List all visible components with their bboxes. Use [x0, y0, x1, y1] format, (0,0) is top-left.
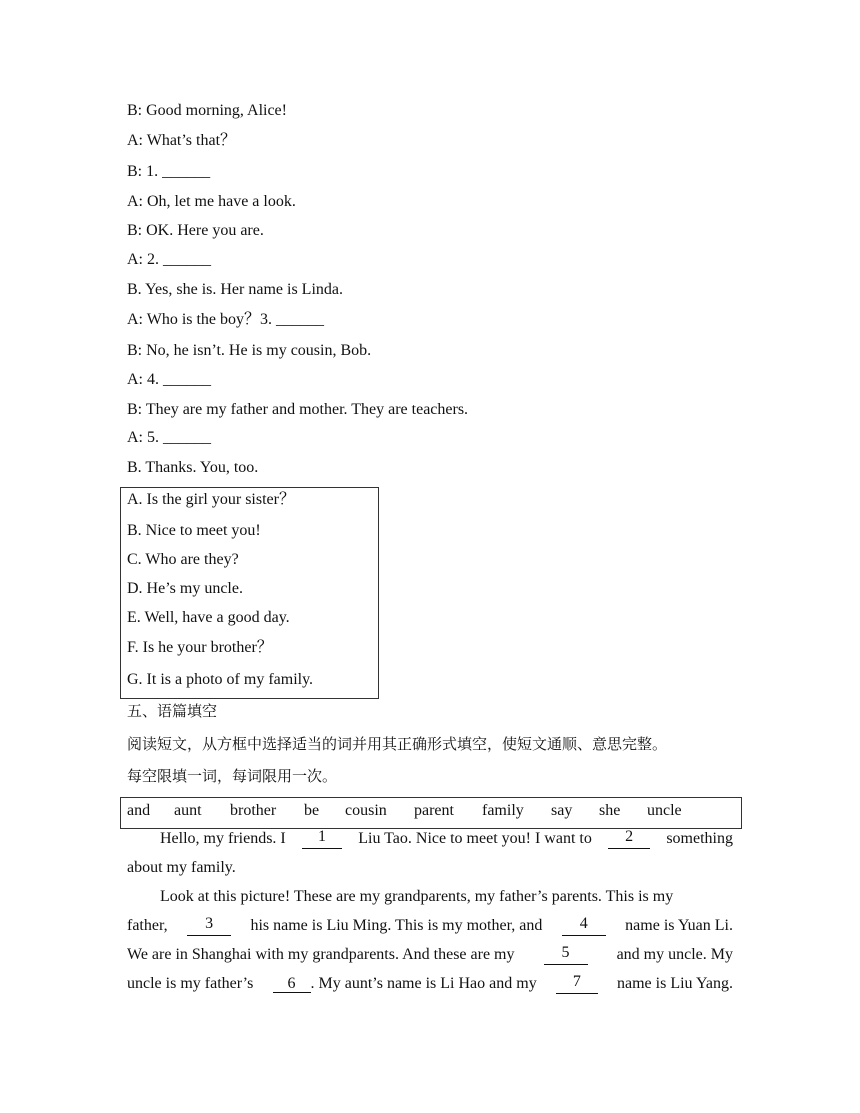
passage-line [160, 829, 733, 849]
passage-segment [273, 974, 537, 994]
option-item: G. It is a photo of my family. [127, 671, 314, 688]
section-instruction: 每空限填一词，每词限用一次。 [127, 767, 338, 785]
dialogue-line: A: What’s that？ [127, 132, 237, 149]
blank-4: 4 [562, 916, 606, 936]
word-bank-item: cousin [345, 802, 387, 819]
dialogue-line: B: No, he isn’t. He is my cousin, Bob. [127, 342, 372, 359]
option-item: E. Well, have a good day. [127, 609, 290, 626]
dialogue-line: A: Who is the boy？3. ______ [127, 311, 325, 328]
passage-line [160, 887, 733, 907]
word-bank-item: say [551, 802, 573, 819]
option-item: D. He’s my uncle. [127, 580, 243, 597]
passage-text: something [666, 830, 733, 847]
dialogue-line: B: 1. ______ [127, 163, 211, 180]
passage-line: about my family. [127, 859, 236, 876]
options-box [120, 487, 379, 699]
dialogue-line: A: Oh, let me have a look. [127, 193, 296, 210]
passage-text: his name is Liu Ming. This is my mother, and [250, 917, 543, 934]
blank-3: 3 [187, 916, 231, 936]
dialogue-line: B: OK. Here you are. [127, 222, 264, 239]
option-item: B. Nice to meet you! [127, 522, 261, 539]
word-bank-item: aunt [174, 802, 202, 819]
passage-text: . My aunt’s name is Li Hao and my [310, 975, 537, 992]
word-bank-item: brother [230, 802, 277, 819]
passage-line [127, 916, 733, 936]
word-bank-box [120, 797, 742, 829]
passage-text: name is Yuan Li. [625, 917, 733, 934]
passage-text: Look at this picture! These are my grandparents, my father’s parents. This is my [160, 888, 674, 905]
dialogue-line: A: 2. ______ [127, 251, 211, 268]
word-bank-item: and [127, 802, 151, 819]
dialogue-line: A: 4. ______ [127, 371, 211, 388]
option-item: A. Is the girl your sister？ [127, 491, 295, 508]
blank-6: 6 [273, 976, 311, 993]
passage-text: Hello, my friends. I [160, 830, 286, 847]
passage-text: father, [127, 917, 168, 934]
blank-1: 1 [302, 829, 342, 849]
word-bank-item: parent [414, 802, 454, 819]
option-item: C. Who are they? [127, 551, 239, 568]
passage-text: name is Liu Yang. [617, 975, 733, 992]
dialogue-line: A: 5. ______ [127, 429, 211, 446]
blank-5: 5 [544, 945, 588, 965]
passage-line [127, 974, 733, 994]
dialogue-line: B: Good morning, Alice! [127, 102, 287, 119]
option-item: F. Is he your brother？ [127, 639, 273, 656]
dialogue-line: B. Thanks. You, too. [127, 459, 259, 476]
word-bank-item: uncle [647, 802, 682, 819]
blank-2: 2 [608, 829, 650, 849]
dialogue-line: B: They are my father and mother. They are teachers. [127, 401, 469, 418]
passage-text: and my uncle. My [616, 946, 733, 963]
passage-text: We are in Shanghai with my grandparents. And these are my [127, 946, 515, 963]
passage-text: Liu Tao. Nice to meet you! I want to [358, 830, 592, 847]
blank-7: 7 [556, 974, 598, 994]
word-bank-item: be [304, 802, 320, 819]
passage-text: uncle is my father’s [127, 975, 254, 992]
section-title: 五、语篇填空 [127, 702, 218, 720]
section-instruction: 阅读短文，从方框中选择适当的词并用其正确形式填空，使短文通顺、意思完整。 [127, 735, 668, 753]
word-bank-item: she [599, 802, 621, 819]
dialogue-line: B. Yes, she is. Her name is Linda. [127, 281, 343, 298]
passage-line [127, 945, 733, 965]
word-bank-item: family [482, 802, 524, 819]
